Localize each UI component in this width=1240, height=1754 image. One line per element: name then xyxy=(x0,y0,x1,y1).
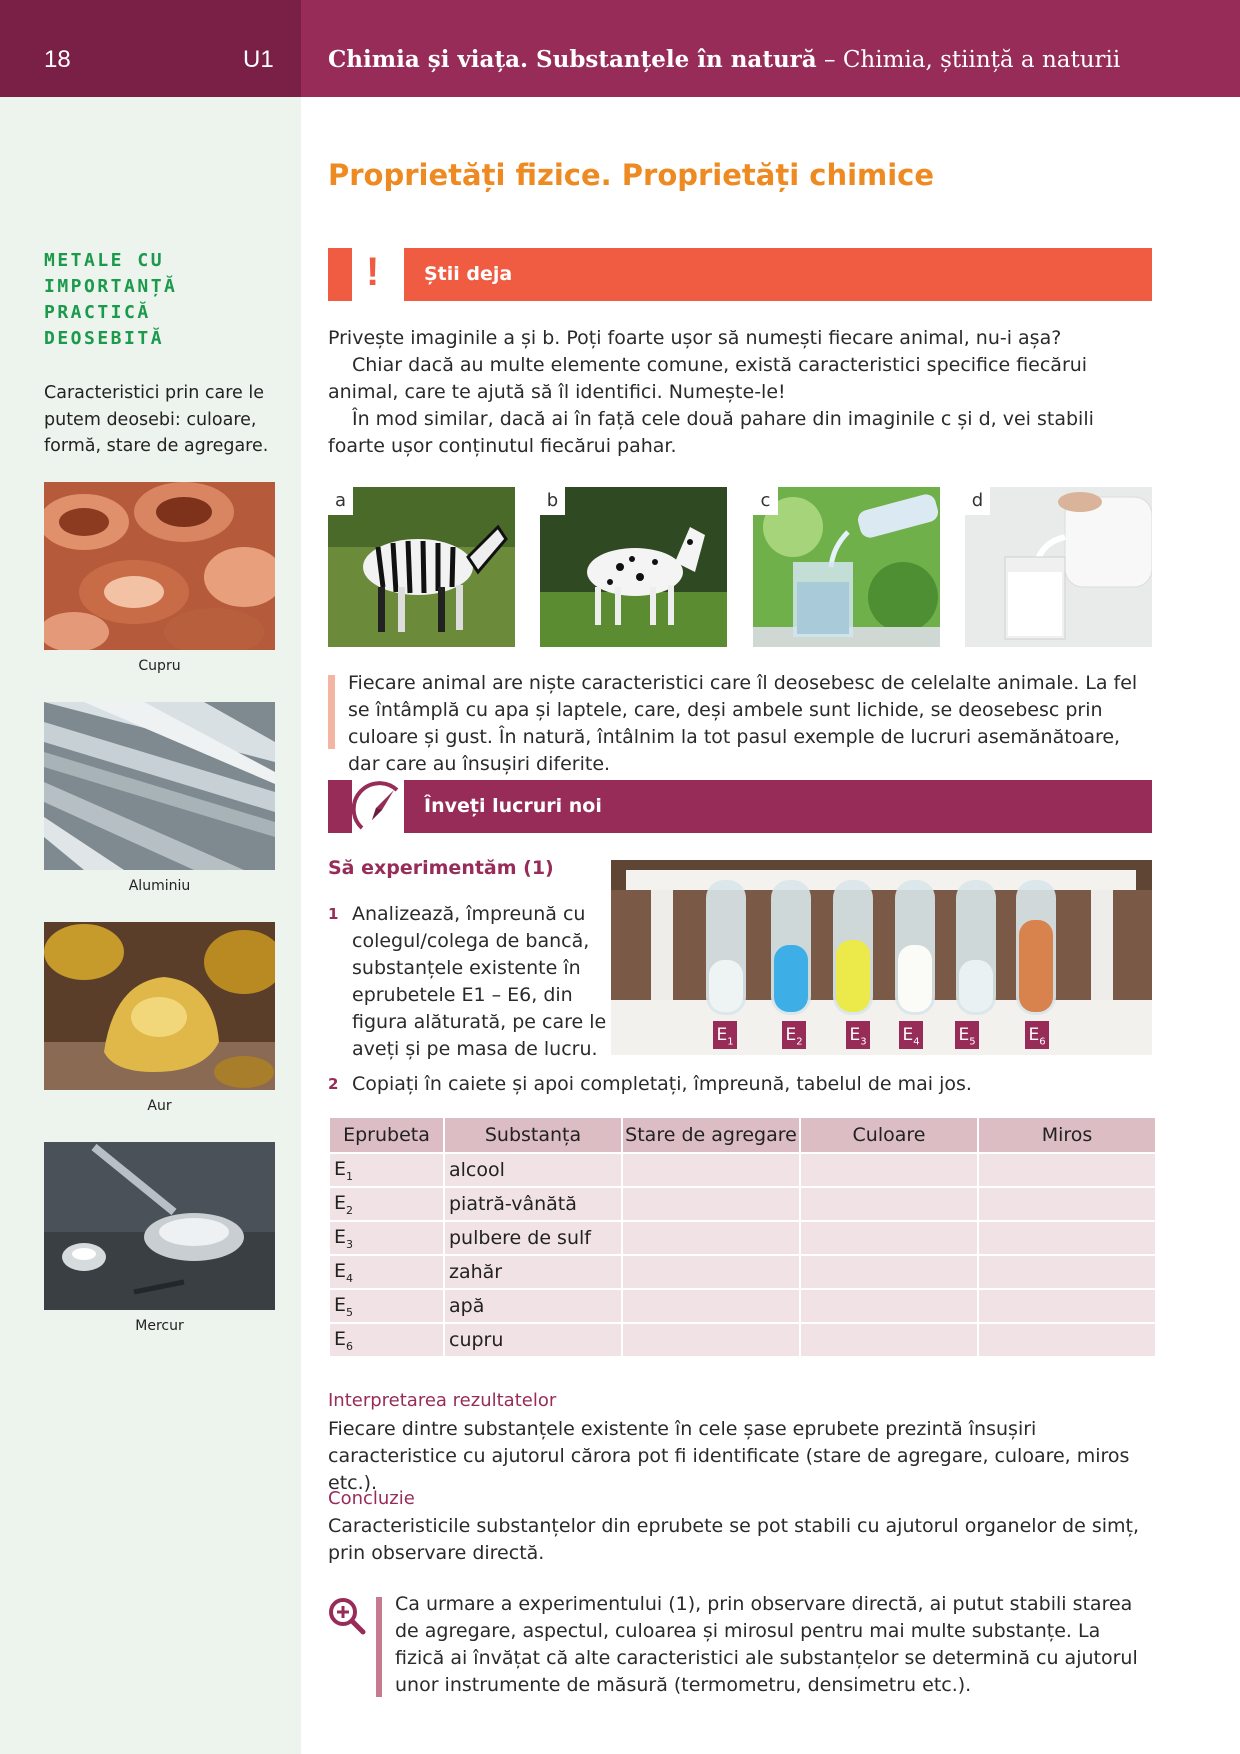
empty-cell xyxy=(979,1290,1155,1322)
mercury-image xyxy=(44,1142,275,1310)
stii-deja-bar xyxy=(328,248,1152,301)
empty-cell xyxy=(623,1324,799,1356)
step-1 xyxy=(328,901,608,1063)
tube-label-e5: $E_5$ xyxy=(955,1021,979,1049)
photo-label-c: c xyxy=(753,487,778,515)
gold-image xyxy=(44,922,275,1090)
substance-cell: alcool xyxy=(445,1154,621,1186)
table-row xyxy=(330,1222,1155,1254)
inveti-bar xyxy=(328,780,1152,833)
tube-cell: $E_6$ xyxy=(330,1324,443,1356)
intro-paragraph-3: În mod similar, dacă ai în față cele două pahare din imaginile c și d, vei stabili foarte ușor conținutul fiecărui pahar. xyxy=(328,408,1094,457)
tube-label-e6: $E_6$ xyxy=(1025,1021,1049,1049)
inveti-label: Înveți lucruri noi xyxy=(404,780,1152,833)
tube-label-e2: $E_2$ xyxy=(782,1021,806,1049)
conclusion-title: Concluzie xyxy=(328,1488,415,1509)
intro-paragraph-1: Privește imaginile a și b. Poți foarte ușor să numești fiecare animal, nu-i așa? xyxy=(328,327,1062,349)
empty-cell xyxy=(801,1154,977,1186)
photo-label-a: a xyxy=(328,487,353,515)
empty-cell xyxy=(801,1256,977,1288)
photo-milk xyxy=(965,487,1152,647)
tube-label-e4: $E_4$ xyxy=(899,1021,923,1049)
bar-stub xyxy=(328,248,352,301)
table-row xyxy=(330,1324,1155,1356)
table-header-row xyxy=(330,1118,1155,1152)
photo-label-b: b xyxy=(540,487,565,515)
step-text: Copiați în caiete și apoi completați, împreună, tabelul de mai jos. xyxy=(352,1073,972,1095)
table-row xyxy=(330,1256,1155,1288)
zoom-in-icon xyxy=(328,1597,366,1635)
substance-cell: pulbere de sulf xyxy=(445,1222,621,1254)
aluminium-image xyxy=(44,702,275,870)
photo-water xyxy=(753,487,940,647)
aluminium-caption: Aluminiu xyxy=(128,878,191,894)
empty-cell xyxy=(623,1188,799,1220)
quote-text: Fiecare animal are niște caracteristici care îl deosebesc de celelalte animale. La fel se întâmplă cu apa și laptele, care, deși ambele sunt lichide, se deosebesc prin culoare și gust. În natură, întâlnim la tot pasul exemple de lucruri asemănătoare, dar care au însușiri diferite. xyxy=(348,672,1138,775)
stii-deja-text xyxy=(328,325,1152,460)
page-number: 18 xyxy=(44,46,71,73)
tube-cell: $E_2$ xyxy=(330,1188,443,1220)
step-number: 2 xyxy=(328,1075,339,1093)
header-title-rest: – Chimia, știință a naturii xyxy=(816,47,1121,73)
intro-paragraph-2: Chiar dacă au multe elemente comune, există caracteristici specifice fiecărui animal, care te ajută să îl identifici. Numește-le! xyxy=(328,354,1088,403)
unit-label: U1 xyxy=(243,46,274,73)
quote-line xyxy=(328,675,335,749)
table-header: Stare de agregare xyxy=(623,1118,799,1152)
experiment-title: Să experimentăm (1) xyxy=(328,857,554,879)
empty-cell xyxy=(979,1188,1155,1220)
header-title xyxy=(328,46,1120,73)
header-title-bold: Chimia și viața. Substanțele în natură xyxy=(328,46,817,73)
sidebar-heading-line: METALE CU xyxy=(44,250,165,271)
empty-cell xyxy=(979,1222,1155,1254)
photo-label-d: d xyxy=(965,487,990,515)
tube-cell: $E_4$ xyxy=(330,1256,443,1288)
copper-caption: Cupru xyxy=(138,658,181,674)
empty-cell xyxy=(801,1324,977,1356)
interpretation-title: Interpretarea rezultatelor xyxy=(328,1390,557,1411)
sidebar-heading-line: PRACTICĂ xyxy=(44,302,151,323)
tube-cell: $E_3$ xyxy=(330,1222,443,1254)
table-header: Miros xyxy=(979,1118,1155,1152)
section-title: Proprietăți fizice. Proprietăți chimice xyxy=(328,158,935,192)
table-row xyxy=(330,1290,1155,1322)
tube-label-e1: $E_1$ xyxy=(713,1021,737,1049)
stii-deja-label: Știi deja xyxy=(404,248,1152,301)
table-row xyxy=(330,1154,1155,1186)
note-text: Ca urmare a experimentului (1), prin observare directă, ai putut stabili starea de agregare, aspectul, culoarea și mirosul pentru mai multe substanțe. La fizică ai învățat că alte caracteristici ale substanțelor se determină cu ajutorul unor instrumente de măsură (termometru, densimetru etc.). xyxy=(395,1593,1138,1696)
photo-dalmatian xyxy=(540,487,727,647)
empty-cell xyxy=(979,1324,1155,1356)
substances-table xyxy=(328,1116,1157,1358)
substance-cell: piatră-vânătă xyxy=(445,1188,621,1220)
test-tube-rack-image xyxy=(611,860,1152,1055)
substance-cell: cupru xyxy=(445,1324,621,1356)
conclusion-text: Caracteristicile substanțelor din eprubete se pot stabili cu ajutorul organelor de simț, prin observare directă. xyxy=(328,1515,1140,1564)
tube-label-e3: $E_3$ xyxy=(846,1021,870,1049)
mercury-caption: Mercur xyxy=(135,1318,184,1334)
tube-cell: $E_5$ xyxy=(330,1290,443,1322)
step-text: Analizează, împreună cu colegul/colega de bancă, substanțele existente în eprubetele E1 – E6, din figura alăturată, pe care le aveți și pe masa de lucru. xyxy=(352,903,607,1060)
table-header: Culoare xyxy=(801,1118,977,1152)
bar-stub xyxy=(328,780,352,833)
empty-cell xyxy=(801,1290,977,1322)
sidebar-heading xyxy=(44,248,264,352)
empty-cell xyxy=(979,1256,1155,1288)
interpretation-text: Fiecare dintre substanțele existente în cele șase eprubete prezintă însușiri caracteristice cu ajutorul cărora pot fi identificate (stare de agregare, culoare, miros etc.). xyxy=(328,1418,1130,1494)
table-row xyxy=(330,1188,1155,1220)
step-2 xyxy=(328,1071,1152,1098)
substance-cell: zahăr xyxy=(445,1256,621,1288)
exclamation-icon: ! xyxy=(352,248,404,301)
sidebar-heading-line: IMPORTANȚĂ xyxy=(44,276,178,297)
note-line xyxy=(376,1597,382,1697)
tube-cell: $E_1$ xyxy=(330,1154,443,1186)
empty-cell xyxy=(623,1154,799,1186)
page-header xyxy=(0,0,1240,97)
sidebar-heading-line: DEOSEBITĂ xyxy=(44,328,165,349)
sidebar-text: Caracteristici prin care le putem deosebi: culoare, formă, stare de agregare. xyxy=(44,383,269,456)
empty-cell xyxy=(979,1154,1155,1186)
empty-cell xyxy=(623,1222,799,1254)
empty-cell xyxy=(801,1188,977,1220)
substance-cell: apă xyxy=(445,1290,621,1322)
empty-cell xyxy=(801,1222,977,1254)
step-number: 1 xyxy=(328,905,339,923)
empty-cell xyxy=(623,1256,799,1288)
gold-caption: Aur xyxy=(147,1098,172,1114)
copper-image xyxy=(44,482,275,650)
compass-icon xyxy=(352,780,404,833)
quote-block xyxy=(328,670,1152,778)
empty-cell xyxy=(623,1290,799,1322)
table-header: Eprubeta xyxy=(330,1118,443,1152)
table-header: Substanța xyxy=(445,1118,621,1152)
photo-zebra xyxy=(328,487,515,647)
